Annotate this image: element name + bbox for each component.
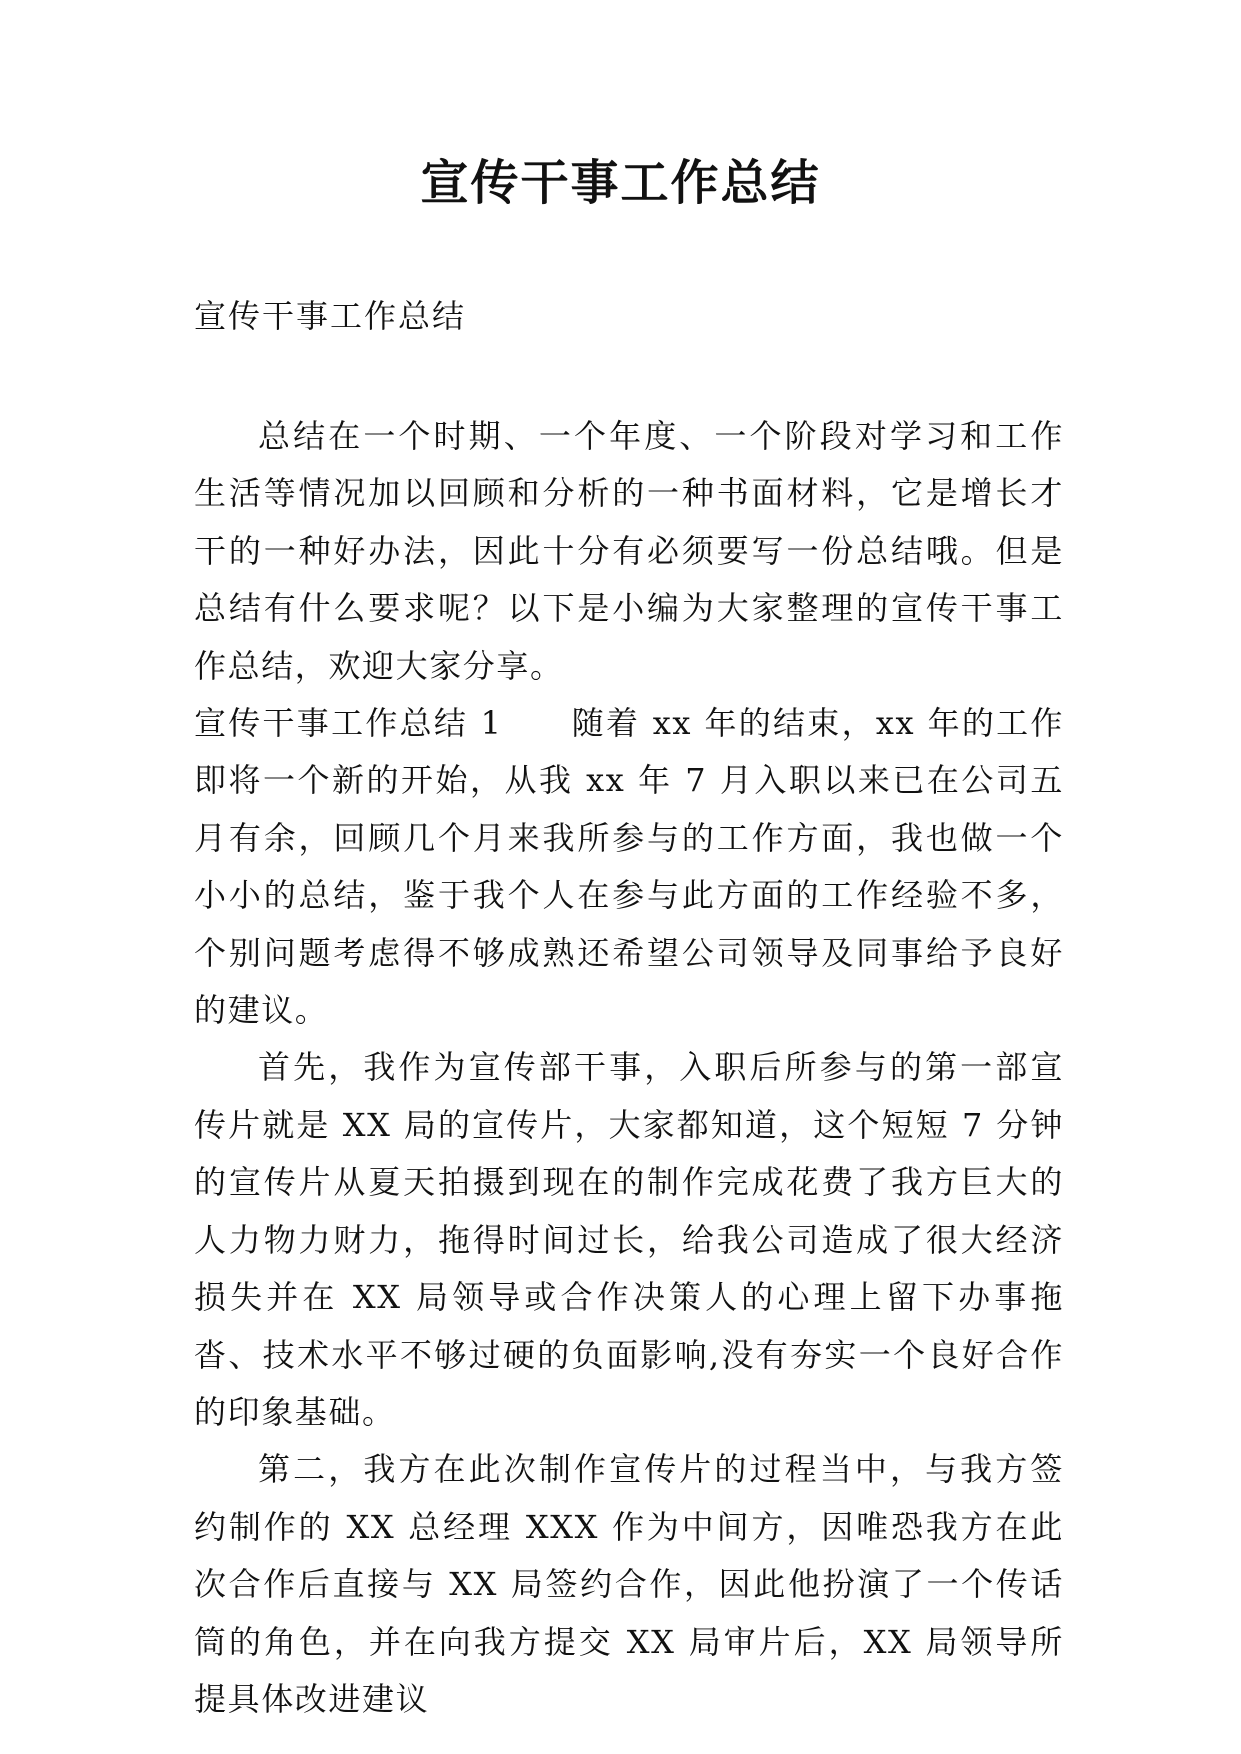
paragraph-first-point: 首先，我作为宣传部干事，入职后所参与的第一部宣传片就是 XX 局的宣传片，大家都知道，这个短短 7 分钟的宣传片从夏天拍摄到现在的制作完成花费了我方巨大的人力物力财力，拖得时间过长，给我公司造成了很大经济损失并在 XX 局领导或合作决策人的心理上留下办事拖沓、技术水平不够过硬的负面影响,没有夯实一个良好合作的印象基础。 <box>194 1048 1064 1431</box>
document-title: 宣传干事工作总结 <box>420 155 821 211</box>
paragraph-second-point: 第二，我方在此次制作宣传片的过程当中，与我方签约制作的 XX 总经理 XXX 作为中间方，因唯恐我方在此次合作后直接与 XX 局签约合作，因此他扮演了一个传话筒的角色，并在向我方提交 XX 局审片后，XX 局领导所提具体改进建议 <box>194 1450 1064 1718</box>
paragraph-intro: 总结在一个时期、一个年度、一个阶段对学习和工作生活等情况加以回顾和分析的一种书面材料，它是增长才干的一种好办法，因此十分有必须要写一份总结哦。但是总结有什么要求呢？以下是小编为大家整理的宣传干事工作总结，欢迎大家分享。 <box>194 417 1064 685</box>
document-body <box>194 408 1064 1728</box>
paragraph-summary-1: 宣传干事工作总结 1 随着 xx 年的结束，xx 年的工作即将一个新的开始，从我 xx 年 7 月入职以来已在公司五月有余，回顾几个月来我所参与的工作方面，我也做一个小小的总结，鉴于我个人在参与此方面的工作经验不多，个别问题考虑得不够成熟还希望公司领导及同事给予良好的建议。 <box>194 704 1064 1030</box>
document-subtitle: 宣传干事工作总结 <box>194 297 467 335</box>
